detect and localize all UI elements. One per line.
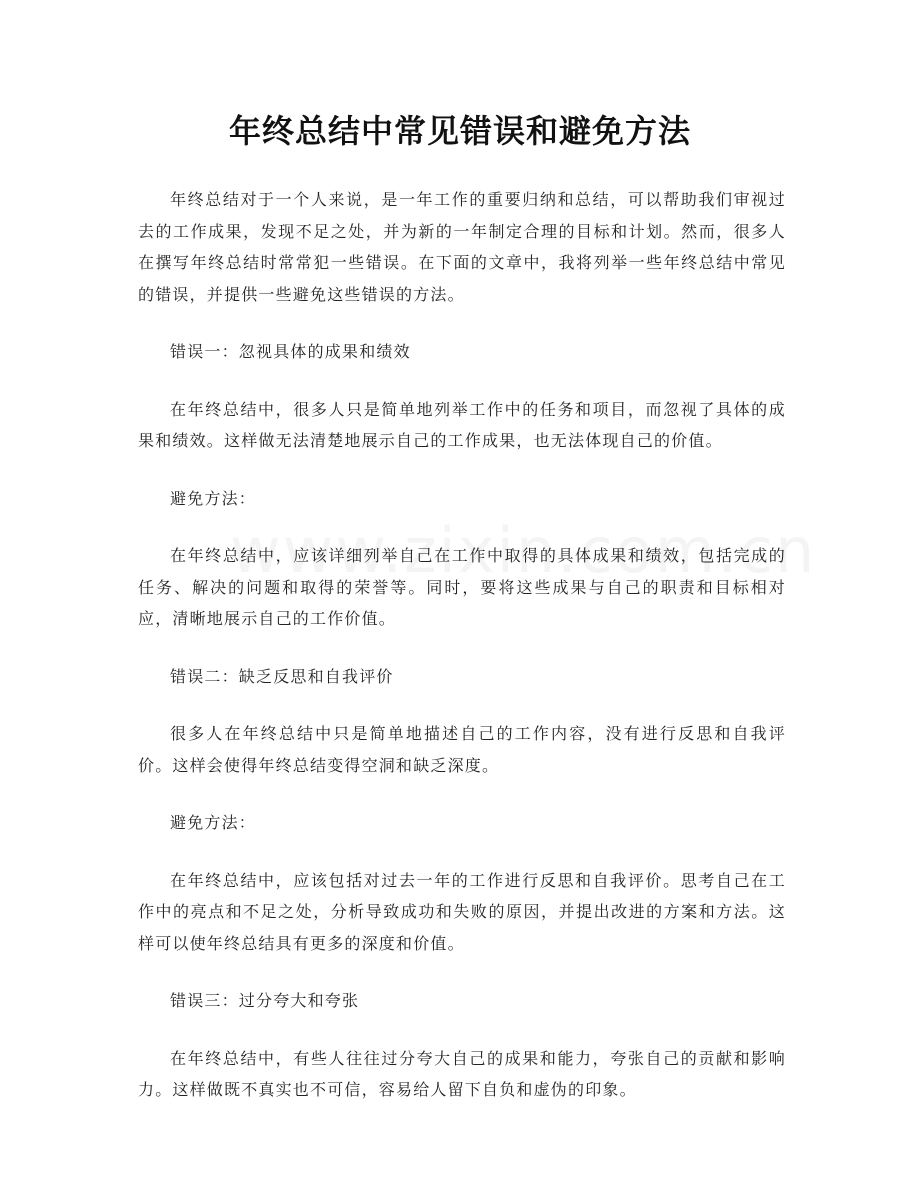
error-three-paragraph: 在年终总结中，有些人往往过分夸大自己的成果和能力，夸张自己的贡献和影响力。这样做既不真实也不可信，容易给人留下自负和虚伪的印象。 xyxy=(138,1048,786,1099)
avoid-one-paragraph: 在年终总结中，应该详细列举自己在工作中取得的具体成果和绩效，包括完成的任务、解决的问题和取得的荣誉等。同时，要将这些成果与自己的职责和目标相对应，清晰地展示自己的工作价值。 xyxy=(138,546,786,628)
document-body xyxy=(138,184,786,1132)
error-two-paragraph: 很多人在年终总结中只是简单地描述自己的工作内容，没有进行反思和自我评价。这样会使得年终总结变得空洞和缺乏深度。 xyxy=(138,724,786,775)
error-one-paragraph: 在年终总结中，很多人只是简单地列举工作中的任务和项目，而忽视了具体的成果和绩效。这样做无法清楚地展示自己的工作成果，也无法体现自己的价值。 xyxy=(138,399,786,450)
intro-paragraph: 年终总结对于一个人来说，是一年工作的重要归纳和总结，可以帮助我们审视过去的工作成果，发现不足之处，并为新的一年制定合理的目标和计划。然而，很多人在撰写年终总结时常常犯一些错误。在下面的文章中，我将列举一些年终总结中常见的错误，并提供一些避免这些错误的方法。 xyxy=(138,190,786,304)
avoid-two-paragraph: 在年终总结中，应该包括对过去一年的工作进行反思和自我评价。思考自己在工作中的亮点和不足之处，分析导致成功和失败的原因，并提出改进的方案和方法。这样可以使年终总结具有更多的深度和价值。 xyxy=(138,870,786,953)
error-one-heading: 错误一：忽视具体的成果和绩效 xyxy=(170,342,411,361)
error-three-heading: 错误三：过分夸大和夸张 xyxy=(170,991,360,1010)
avoid-two-heading: 避免方法： xyxy=(170,813,257,832)
avoid-one-heading: 避免方法： xyxy=(170,488,257,508)
document-title: 年终总结中常见错误和避免方法 xyxy=(228,112,691,150)
error-two-heading: 错误二：缺乏反思和自我评价 xyxy=(170,666,394,686)
